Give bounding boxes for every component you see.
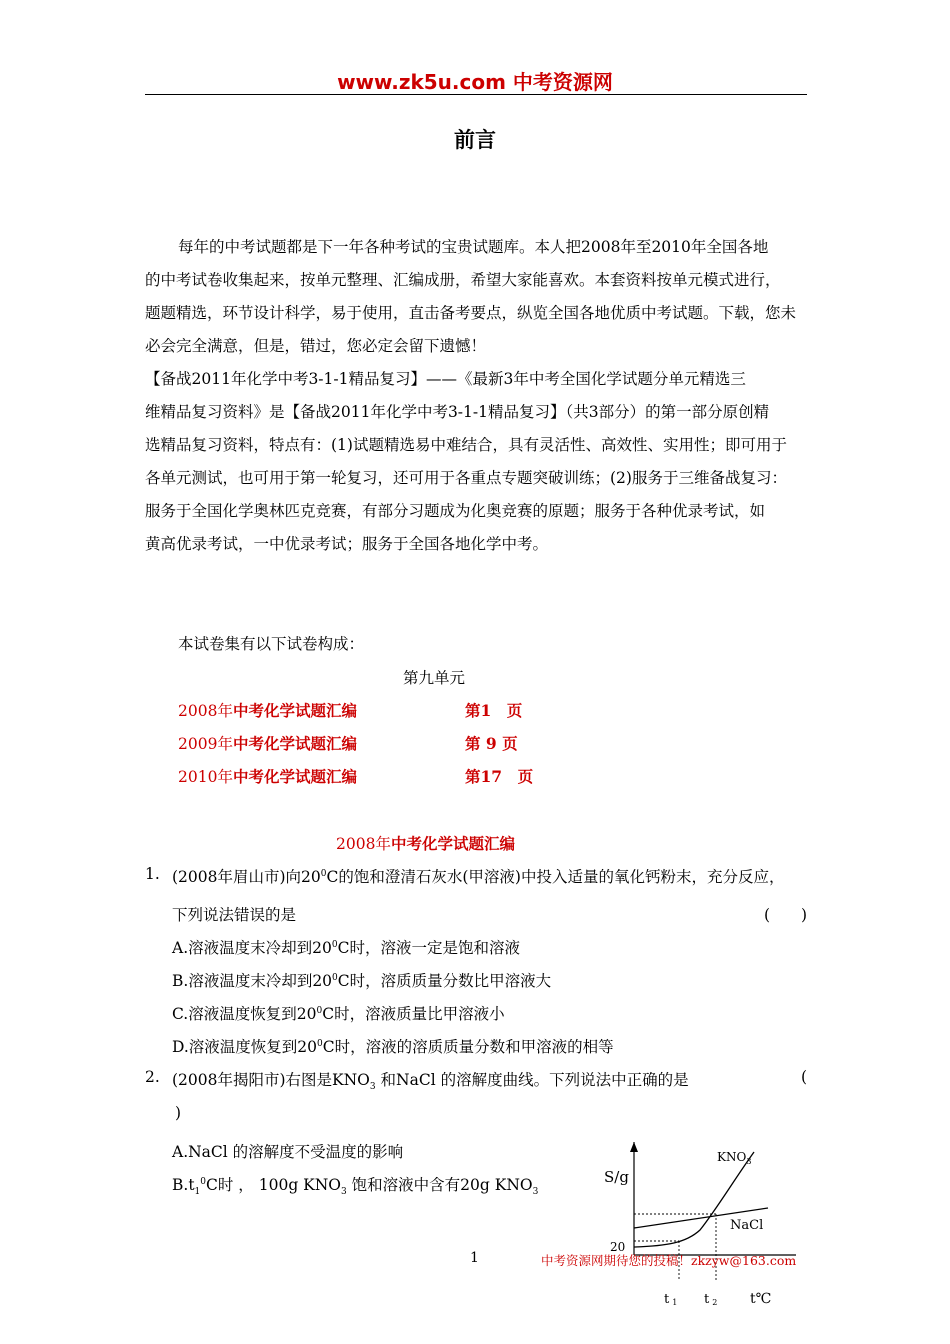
t1-label: t 1: [664, 1292, 678, 1307]
toc-item-2008[interactable]: [178, 699, 357, 721]
y-axis-label: S/g: [604, 1168, 629, 1186]
intro-line-3: 题题精选，环节设计科学，易于使用，直击备考要点，纵览全国各地优质中考试题。下载，您未: [145, 304, 797, 322]
intro2-line-5: 服务于全国化学奥林匹克竞赛，有部分习题成为化奥竞赛的原题；服务于各种优录考试，如: [145, 502, 766, 520]
q2-stem: (2008年揭阳市)右图是$KNO_3$ 和NaCl 的溶解度曲线。下列说法中正确的是: [172, 1071, 689, 1093]
page-number: 1: [470, 1250, 479, 1266]
kno3-label: $KNO_3$: [717, 1150, 752, 1166]
q2-bracket-open: (: [801, 1068, 808, 1086]
q1-number: 1.: [145, 865, 160, 883]
q2-option-b: $B.t_1^0C$时 ， 100g $KNO_3$ 饱和溶液中含有20g $KNO_3$: [172, 1176, 539, 1198]
intro-line-2: 的中考试卷收集起来，按单元整理、汇编成册，希望大家能喜欢。本套资料按单元模式进行，: [145, 271, 781, 289]
site-header: www.zk5u.com 中考资源网: [337, 70, 613, 94]
intro2-line-6: 黄高优录考试，一中优录考试；服务于全国各地化学中考。: [145, 535, 549, 553]
intro-line-1: 每年的中考试题都是下一年各种考试的宝贵试题库。本人把2008年至2010年全国各地: [178, 238, 769, 256]
q2-option-a: A.NaCl 的溶解度不受温度的影响: [172, 1143, 404, 1161]
toc-label: 中考化学试题汇编: [232, 734, 357, 753]
q1-option-c: C.溶液温度恢复到$20^0C$时，溶液质量比甲溶液小: [172, 1005, 505, 1023]
intro-line-4: 必会完全满意，但是，错过，您必定会留下遗憾！: [145, 337, 487, 355]
q1-option-a: A.溶液温度末冷却到$20^0C$时，溶液一定是饱和溶液: [172, 939, 520, 957]
toc-label: 中考化学试题汇编: [232, 701, 357, 720]
q1-stem-line2: 下列说法错误的是: [172, 906, 297, 924]
toc-page-2008: 第1 页: [465, 701, 523, 720]
q1-stem: (2008年眉山市)向$20^0C$的饱和澄清石灰水(甲溶液)中投入适量的氧化钙粉末，充分反应，: [172, 868, 785, 886]
intro2-line-4: 各单元测试，也可用于第一轮复习，还可用于各重点专题突破训练；(2)服务于三维备战复习：: [145, 469, 787, 487]
page-title: 前言: [454, 127, 496, 152]
section-label: 中考化学试题汇编: [390, 834, 515, 853]
q1-option-b: B.溶液温度末冷却到$20^0C$时，溶质质量分数比甲溶液大: [172, 972, 552, 990]
tick-20-label: 20: [610, 1240, 626, 1254]
section-heading: [336, 832, 515, 854]
solubility-graph: [596, 1140, 796, 1310]
nacl-label: NaCl: [730, 1218, 764, 1233]
toc-item-2009[interactable]: [178, 732, 357, 754]
footer-watermark: 中考资源网期待您的投稿！zkzyw@163.com: [541, 1253, 797, 1268]
toc-page-2009: 第 9 页: [465, 734, 518, 753]
toc-year: 2009年: [178, 735, 233, 753]
toc-page-2010: 第17 页: [465, 767, 534, 786]
q1-option-d: D.溶液温度恢复到$20^0C$时，溶液的溶质质量分数和甲溶液的相等: [172, 1038, 614, 1056]
x-axis-label: t℃: [750, 1291, 772, 1307]
q2-number: 2.: [145, 1068, 160, 1086]
section-year: 2008年: [336, 835, 391, 853]
toc-year: 2008年: [178, 702, 233, 720]
contents-intro: 本试卷集有以下试卷构成：: [178, 635, 365, 653]
toc-year: 2010年: [178, 768, 233, 786]
toc-label: 中考化学试题汇编: [232, 767, 357, 786]
y-axis-arrow: [630, 1142, 638, 1152]
intro2-line-2: 维精品复习资料》是【备战2011年化学中考3-1-1精品复习】（共3部分）的第一部分原创精: [145, 403, 770, 421]
q2-bracket-close: ): [175, 1104, 182, 1122]
intro2-line-1: 【备战2011年化学中考3-1-1精品复习】——《最新3年中考全国化学试题分单元精选三: [145, 370, 746, 388]
header-rule: [145, 94, 807, 95]
intro2-line-3: 选精品复习资料，特点有：(1)试题精选易中难结合，具有灵活性、高效性、实用性；即可用于: [145, 436, 787, 454]
q1-answer-bracket: ( ): [764, 906, 808, 924]
unit-title: 第九单元: [403, 669, 466, 687]
toc-item-2010[interactable]: [178, 765, 357, 787]
t2-label: t 2: [704, 1292, 718, 1307]
